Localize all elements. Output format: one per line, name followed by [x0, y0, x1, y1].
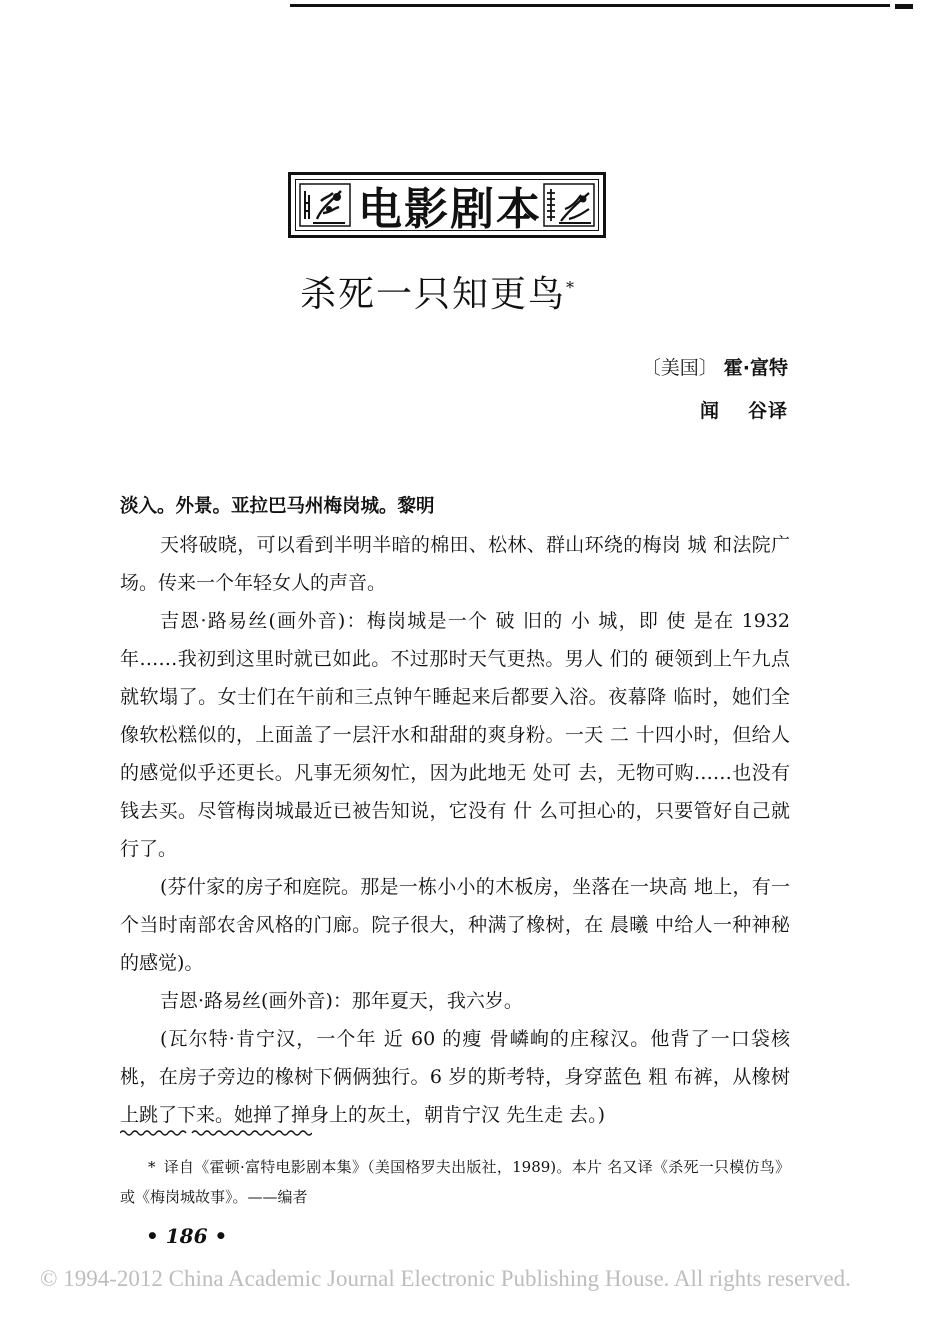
- top-rule: [290, 4, 890, 7]
- floral-ornament-icon-right: [543, 183, 595, 227]
- footnote: [120, 1152, 790, 1212]
- footnote-text: 译自《霍顿·富特电影剧本集》（美国格罗夫出版社，1989)。本片 名又译《杀死一只模仿鸟》或《梅岗城故事》。——编者: [120, 1158, 790, 1206]
- copyright-watermark: © 1994-2012 China Academic Journal Electronic Publishing House. All rights reserved.: [40, 1266, 851, 1291]
- title-footnote-marker: *: [566, 278, 577, 297]
- column-banner: [288, 172, 606, 238]
- page-number: • 186 •: [146, 1224, 228, 1248]
- author-country: 〔美国〕: [641, 357, 718, 379]
- paragraph: 天将破晓，可以看到半明半暗的棉田、松林、群山环绕的梅岗 城 和法院广场。传来一个年轻女人的声音。: [120, 534, 790, 594]
- paragraph: 吉恩·路易丝(画外音)：那年夏天，我六岁。: [160, 990, 523, 1012]
- translator-name-a: 闻: [699, 400, 720, 422]
- script-body: [120, 488, 790, 1134]
- author-line: [642, 353, 788, 380]
- paragraph: (瓦尔特·肯宁汉，一个年 近 60 的瘦 骨嶙峋的庄稼汉。他背了一口袋核桃，在房子旁边的橡树下俩俩独行。6 岁的斯考特，身穿蓝色 粗 布裤，从橡树上跳了下来。她掸了掸身上的灰土，朝肯宁汉 先生走 去。): [120, 1028, 790, 1126]
- article-title: [300, 266, 620, 317]
- footnote-marker: *: [148, 1158, 156, 1176]
- author-name: 霍·富特: [723, 357, 788, 379]
- translator-name-b: 谷译: [747, 400, 788, 422]
- article-title-text: 杀死一只知更鸟: [300, 274, 567, 315]
- column-label: 电影剧本: [358, 184, 542, 235]
- footnote-wavy-rule: [120, 1128, 312, 1138]
- floral-ornament-icon: [299, 183, 351, 227]
- paragraph: (芬什家的房子和庭院。那是一栋小小的木板房，坐落在一块高 地上，有一个当时南部农舍风格的门廊。院子很大，种满了橡树，在 晨曦 中给人一种神秘的感觉)。: [120, 876, 790, 974]
- top-rule-end: [895, 4, 913, 9]
- translator-line: [700, 396, 788, 423]
- paragraph: 吉恩·路易丝(画外音)：梅岗城是一个 破 旧的 小 城，即 使 是在 1932 年……我初到这里时就已如此。不过那时天气更热。男人 们的 硬领到上午九点就软塌了。女士们在午前和三点钟午睡起来后都要入浴。夜幕降 临时，她们全像软松糕似的，上面盖了一层汗水和甜甜的爽身粉。一天 二 十四小时，但给人的感觉似乎还更长。凡事无须匆忙，因为此地无 处可 去，无物可购……也没有钱去买。尽管梅岗城最近已被告知说，它没有 什 么可担心的，只要管好自己就行了。: [120, 610, 790, 860]
- scene-heading: 淡入。外景。亚拉巴马州梅岗城。黎明: [120, 496, 435, 517]
